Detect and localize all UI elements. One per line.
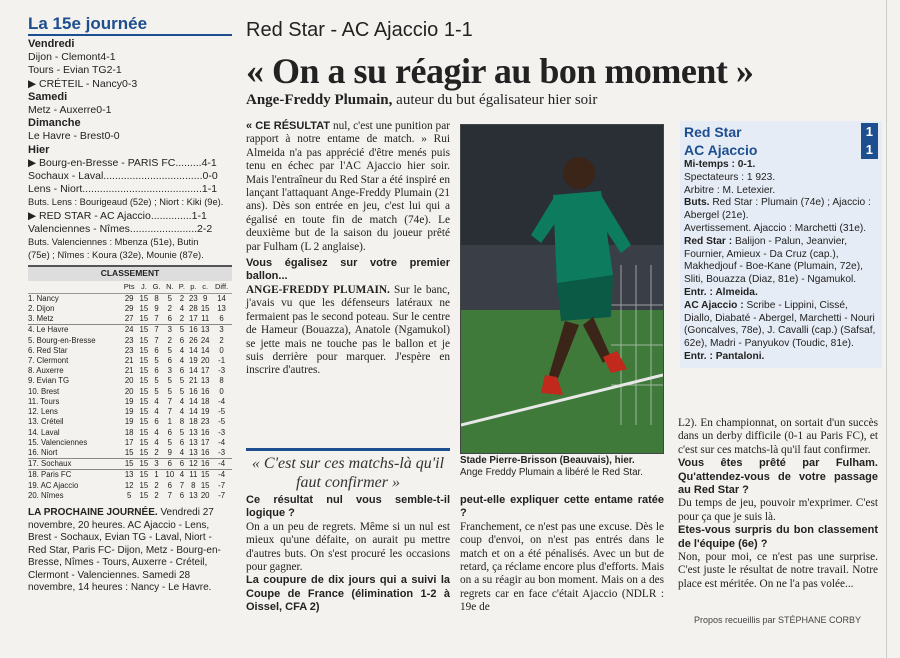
standings-cell: -3 <box>218 366 226 376</box>
standings-cell: 13 <box>217 304 226 314</box>
standings-cell: 2 <box>154 447 159 457</box>
standings-header: Pts <box>120 281 138 294</box>
standings-cell: 21 <box>188 376 198 386</box>
article-column-1-bottom: Ce résultat nul vous semble-t-il logique ? On a un peu de regrets. Même si un nul est mieux qu'une défaite, on aurait pu mettre d'autres buts. On s'est procuré les occasions pour gagner. La coupure de dix jours qui a suivi la Coupe de France (élimination 1-2 à Oissel, CFA 2) <box>246 494 450 614</box>
score-red-star: 1 <box>861 123 878 141</box>
standings-cell: 29 <box>124 293 134 303</box>
standings-cell: 7 <box>154 335 159 345</box>
standings-cell: 18 <box>200 396 210 406</box>
player-photo <box>460 124 664 454</box>
standings-cell: 5 <box>167 376 172 386</box>
standings-cell: 6 <box>167 427 172 437</box>
standings-team: 2. Dijon <box>28 304 55 314</box>
team-red-star: Red Star 1 <box>684 123 878 141</box>
table-row <box>28 470 232 481</box>
standings-cell: -3 <box>218 427 226 437</box>
standings-cell: 23 <box>124 335 134 345</box>
standings-cell: -4 <box>218 396 226 406</box>
standings-cell: 6 <box>179 366 185 376</box>
standings-cell: 20 <box>200 490 210 500</box>
standings-team: 12. Lens <box>28 407 58 417</box>
standings-cell: 15 <box>139 356 149 366</box>
standings-cell: 2 <box>219 335 224 345</box>
standings-cell: 2 <box>167 335 172 345</box>
standings-cell: 26 <box>188 335 198 345</box>
standings-team: 18. Paris FC <box>28 470 120 481</box>
standings-cell: 15 <box>139 447 149 457</box>
standings-team: 19. AC Ajaccio <box>28 480 79 490</box>
table-row <box>28 314 232 325</box>
standings-cell: 13 <box>188 427 198 437</box>
standings-title: CLASSEMENT <box>28 267 232 280</box>
standings-team: 17. Sochaux <box>28 459 120 470</box>
table-row <box>28 325 232 336</box>
standings-cell: 5 <box>154 386 159 396</box>
standings-cell: 0 <box>219 345 224 355</box>
standings-cell: 13 <box>200 376 210 386</box>
standings-cell: 16 <box>200 386 210 396</box>
standings-cell: 15 <box>139 335 149 345</box>
standings-cell: -7 <box>218 480 226 490</box>
standings-team: 3. Metz <box>28 314 54 324</box>
standings-team: 10. Brest <box>28 386 60 396</box>
table-row <box>28 346 232 356</box>
standings-cell: 17 <box>200 366 210 376</box>
standings-cell: 2 <box>179 293 185 303</box>
standings-header: p. <box>187 281 199 294</box>
table-row <box>28 481 232 491</box>
standings-cell: 15 <box>139 490 149 500</box>
article-column-1: « CE RÉSULTAT nul, c'est une punition par rapport à notre entame de match. » Rui Almeida n'a pas apprécié d'être menés puis tenu en échec par l'AC Ajaccio hier soir. Mais l'entraîneur du Red Star a été inspiré en lançant l'attaquant Ange-Freddy Plumain (21 ans). Dès son entrée en jeu, c'est lui qui a égalisé en toute fin de match (74e). Le deuxième but de la saison du joueur prêté par Fulham (L 2 anglaise). Vous égalisez sur votre premier ballon... ANGE-FREDDY PLUMAIN. Sur le banc, j'avais vu que les défenseurs latéraux ne fermaient pas le second poteau. Sur le centre de Hameur (Bouazza), Anatole (Ngamukol) se jette mais ne touche pas le ballon et je suis derrière pour marquer. J'espère en inscrire d'autres. <box>246 120 451 377</box>
standings-cell: 7 <box>150 325 164 336</box>
day-dimanche: Dimanche Le Havre - Brest0-0 <box>28 117 120 143</box>
standings-cell: 8 <box>191 480 196 490</box>
standings-cell: 6 <box>167 480 172 490</box>
standings-cell: 6 <box>154 366 159 376</box>
standings-cell: 16 <box>188 325 198 335</box>
standings-cell: 23 <box>188 293 198 303</box>
standings-cell: 19 <box>200 407 210 417</box>
standings-cell: 15 <box>139 396 149 406</box>
standings-cell: 16 <box>188 386 198 396</box>
standings-cell: 15 <box>120 459 138 470</box>
standings-cell: 4 <box>154 427 159 437</box>
standings-cell: 5 <box>167 293 172 303</box>
photo-caption: Stade Pierre-Brisson (Beauvais), hier. Ange Freddy Plumain a libéré le Red Star. <box>460 455 643 478</box>
standings-cell: 6 <box>154 345 159 355</box>
standings-header: c. <box>199 281 211 294</box>
standings-cell: 0 <box>219 386 224 396</box>
table-row <box>28 491 232 501</box>
standings-cell: 23 <box>124 345 134 355</box>
standings-cell: 19 <box>124 407 134 417</box>
standings-team: 1. Nancy <box>28 293 59 303</box>
standings-cell: 15 <box>139 470 149 480</box>
standings-cell: 7 <box>167 490 172 500</box>
table-row <box>28 417 232 427</box>
standings-cell: 23 <box>200 417 210 427</box>
standings-cell: 13 <box>200 325 210 335</box>
standings-cell: 16 <box>200 427 210 437</box>
standings-cell: 4 <box>176 470 187 481</box>
standings-cell: 14 <box>188 407 198 417</box>
standings-cell: 10 <box>163 470 176 481</box>
standings-cell: 5 <box>167 437 172 447</box>
standings-team: 6. Red Star <box>28 345 68 355</box>
adjacent-column-edge <box>886 0 900 658</box>
standings-header: G. <box>150 281 164 294</box>
standings-cell: 21 <box>124 366 134 376</box>
standings-cell: 16 <box>200 459 210 469</box>
team-ac-ajaccio: AC Ajaccio 1 <box>684 141 878 159</box>
standings-cell: -5 <box>218 407 226 417</box>
standings-cell: -4 <box>211 470 232 481</box>
article-column-2-bottom: peut-elle expliquer cette entame ratée ? Franchement, ce n'est pas une excuse. Dès le coup d'envoi, on n'est pas entrés dans le match et on a été pénalisés. Avec un but de retard, ça réclame encore plus d'efforts. Mais on a su réagir au bon moment. Mais on a des regrets car en face c'était Ajaccio (NDLR : 19e de <box>460 494 664 614</box>
standings-cell: 8 <box>219 376 224 386</box>
next-round: LA PROCHAINE JOURNÉE. Vendredi 27 novembre, 20 heures. AC Ajaccio - Lens, Brest - Sochaux, Evian TG - Laval, Niort - Red Star, Paris FC- Dijon, Metz - Bourg-en-Bresse, Nîmes - Tours, Auxerre - Créteil, Clermont - Valenciennes. Samedi 28 novembre, 14 heures : Nancy - Le Havre. <box>28 506 221 594</box>
standings-cell: 6 <box>154 417 159 427</box>
standings-cell: 5 <box>176 325 187 336</box>
standings-team: 9. Evian TG <box>28 376 70 386</box>
standings-cell: 6 <box>167 314 172 324</box>
standings-cell: 8 <box>179 417 185 427</box>
standings-header: J. <box>138 281 150 294</box>
standings-cell: 2 <box>167 304 172 314</box>
standings-team: 7. Clermont <box>28 356 69 366</box>
standings-cell: 12 <box>124 480 134 490</box>
standings-cell: 21 <box>124 356 134 366</box>
standings-cell: 3 <box>163 325 176 336</box>
standings-cell: 6 <box>179 335 185 345</box>
standings-cell: 14 <box>188 366 198 376</box>
standings-cell: 15 <box>139 437 149 447</box>
day-vendredi: Vendredi Dijon - Clemont4-1 Tours - Evian TG2-1 ▶ CRÉTEIL - Nancy0-3 <box>28 38 138 90</box>
standings-cell: 15 <box>139 386 149 396</box>
standings-cell: 13 <box>120 470 138 481</box>
table-row <box>28 428 232 438</box>
standings-team: 16. Niort <box>28 447 58 457</box>
standings-cell: 24 <box>200 335 210 345</box>
standings-cell: 9 <box>203 293 208 303</box>
standings-cell: 7 <box>154 314 159 324</box>
match-sheet: Red Star 1 AC Ajaccio 1 Mi-temps : 0-1. Spectateurs : 1 923. Arbitre : M. Letexier. Buts. Red Star : Plumain (74e) ; Ajaccio : Abergel (21e). Avertissement. Ajaccio : Marchetti (31e). Red Star : Balijon - Palun, Jeanvier, Fournier, Amieux - Da Cruz (cap.), Makhedjouf - Boe-Kane (Plumain, 72e), Sliti, Bouazza (Diaz, 81e) - Ngamukol. Entr. : Almeida. AC Ajaccio : Scribe - Lippini, Cissé, Diallo, Diabaté - Abergel, Marchetti - Nouri (Goncalves, 78e), J. Cavalli (cap.) (Safsaf, 62e), Madri - Panyukov (Toudic, 81e). Entr. : Pantaloni. <box>680 121 882 368</box>
standings-cell: 15 <box>200 480 210 490</box>
standings-cell: 15 <box>139 293 149 303</box>
standings-cell: 28 <box>188 304 198 314</box>
standings-team: 11. Tours <box>28 396 60 406</box>
standings-cell: 6 <box>167 356 172 366</box>
table-row <box>28 407 232 417</box>
table-row <box>28 366 232 376</box>
standings-cell: 15 <box>200 304 210 314</box>
table-row <box>28 304 232 314</box>
article-column-3: L2). En championnat, on sortait d'un succès dans un derby difficile (0-1 au Paris FC), et c'est sur ces matchs-là qu'il faut confirmer. Vous êtes prêté par Fulham. Qu'attendez-vous de votre passage au Red Star ? Du temps de jeu, pouvoir m'exprimer. C'est pour ça que je suis là. Etes-vous surpris du bon classement de l'équipe (6e) ? Non, pour moi, ce n'est pas une surprise. C'est juste le résultat de notre travail. Notre place est méritée. On ne l'a pas volée... <box>678 417 878 590</box>
standings-team: 8. Auxerre <box>28 366 64 376</box>
standings-cell: 9 <box>167 447 172 457</box>
standings-cell: 15 <box>139 459 149 469</box>
standings-cell: 4 <box>179 356 185 366</box>
standings-team: 13. Créteil <box>28 417 64 427</box>
standings-cell: 15 <box>139 417 149 427</box>
standings-cell: 14 <box>200 345 210 355</box>
standings-cell: 4 <box>179 304 185 314</box>
standings-cell: 6 <box>219 314 224 324</box>
table-row <box>28 293 232 304</box>
standings-cell: 17 <box>188 314 198 324</box>
standings-cell: 24 <box>120 325 138 336</box>
standings-cell: 14 <box>188 396 198 406</box>
standings-cell: 4 <box>179 407 185 417</box>
standings-cell: 6 <box>176 459 187 470</box>
standings-cell: 1 <box>150 470 164 481</box>
standings-cell: 15 <box>139 376 149 386</box>
standings-cell: 13 <box>188 437 198 447</box>
standings-cell: -5 <box>218 417 226 427</box>
standings-cell: 16 <box>200 447 210 457</box>
standings-cell: 1 <box>167 417 172 427</box>
standings-cell: 20 <box>200 356 210 366</box>
team-header <box>28 281 120 294</box>
standings-cell: 5 <box>167 345 172 355</box>
table-row <box>28 356 232 366</box>
standings-cell: 7 <box>179 480 185 490</box>
byline-credit: Propos recueillis par STÉPHANE CORBY <box>694 615 862 625</box>
standings-cell: 7 <box>167 407 172 417</box>
score-ajaccio: 1 <box>861 141 878 159</box>
day-hier: Hier ▶ Bourg-en-Bresse - PARIS FC.........4-1 Sochaux - Laval..................................0-0 Lens - Niort.........................................1-1 Buts. Lens : Bourigeaud (52e) ; Niort : Kiki (9e). ▶ RED STAR - AC Ajaccio..............1-1 Valenciennes - Nîmes.......................2-2 Buts. Valenciennes : Mbenza (51e), Butin (75e) ; Nîmes : Koura (32e), Mounie (87e). <box>28 143 224 261</box>
journee-title: La 15e journée <box>28 14 232 36</box>
standings-cell: 9 <box>154 304 159 314</box>
standings-cell: 27 <box>124 314 134 324</box>
standings-cell: 13 <box>188 490 198 500</box>
table-row <box>28 387 232 397</box>
standings-cell: 17 <box>200 437 210 447</box>
table-row <box>28 448 232 459</box>
standings-cell: 29 <box>124 304 134 314</box>
standings-cell: 4 <box>179 447 185 457</box>
standings-header: N. <box>163 281 176 294</box>
standings-cell: 2 <box>154 490 159 500</box>
standings-cell: 5 <box>154 376 159 386</box>
standings-cell: 15 <box>200 470 210 480</box>
table-row <box>28 438 232 448</box>
standings-cell: 4 <box>179 345 185 355</box>
standings-team: 5. Bourg-en-Bresse <box>28 335 96 345</box>
standings-cell: -3 <box>218 447 226 457</box>
standings-cell: 8 <box>154 293 159 303</box>
standings-cell: 15 <box>139 366 149 376</box>
standings-cell: 5 <box>126 490 132 500</box>
standings-team: 20. Nîmes <box>28 490 64 500</box>
standings-cell: 5 <box>179 427 185 437</box>
standings-team: 15. Valenciennes <box>28 437 88 447</box>
results-column <box>28 14 232 595</box>
standings-cell: 15 <box>139 345 149 355</box>
standings-cell: 18 <box>124 427 134 437</box>
standings-cell: 15 <box>139 407 149 417</box>
standings-header: P. <box>176 281 187 294</box>
standings-cell: 3 <box>211 325 232 336</box>
standings-cell: 11 <box>201 314 210 324</box>
headline: « On a su réagir au bon moment » <box>246 51 754 91</box>
standings-cell: 13 <box>188 447 198 457</box>
standings-table <box>28 265 232 500</box>
standings-cell: 4 <box>154 407 159 417</box>
standings-header: Diff. <box>211 281 232 294</box>
standings-team: 14. Laval <box>28 427 60 437</box>
standings-cell: 5 <box>179 376 185 386</box>
standings-cell: 4 <box>154 437 159 447</box>
standings-cell: 19 <box>124 417 134 427</box>
standings-cell: 4 <box>179 396 185 406</box>
standings-cell: 6 <box>163 459 176 470</box>
standings-cell: 3 <box>150 459 164 470</box>
standings-cell: 2 <box>179 314 185 324</box>
table-row <box>28 376 232 386</box>
standings-cell: 6 <box>179 490 185 500</box>
standings-cell: 15 <box>124 447 134 457</box>
standings-cell: 17 <box>124 437 134 447</box>
standings-cell: 15 <box>139 480 149 490</box>
standings-cell: 7 <box>167 396 172 406</box>
standings-cell: 14 <box>188 345 198 355</box>
standings-cell: 15 <box>139 304 149 314</box>
standings-cell: -1 <box>218 356 226 366</box>
table-row <box>28 336 232 346</box>
standings-cell: 19 <box>124 396 134 406</box>
standings-cell: 20 <box>124 386 134 396</box>
standings-cell: 11 <box>189 470 198 480</box>
standings-cell: 19 <box>188 356 198 366</box>
standings-cell: 5 <box>167 386 172 396</box>
standings-cell: 5 <box>154 356 159 366</box>
standings-cell: -4 <box>218 437 226 447</box>
standings-cell: 20 <box>124 376 134 386</box>
standings-cell: 15 <box>139 314 149 324</box>
standings-cell: 3 <box>167 366 172 376</box>
standings-cell: 5 <box>179 386 185 396</box>
table-row <box>28 459 232 470</box>
standings-cell: 14 <box>217 293 226 303</box>
standings-cell: 15 <box>139 427 149 437</box>
pull-quote: « C'est sur ces matchs-là qu'il faut confirmer » <box>246 448 450 492</box>
subheadline: Ange-Freddy Plumain, auteur du but égalisateur hier soir <box>246 92 598 108</box>
standings-cell: 4 <box>154 396 159 406</box>
match-kicker: Red Star - AC Ajaccio 1-1 <box>246 19 473 41</box>
standings-cell: 18 <box>188 417 198 427</box>
standings-cell: -7 <box>218 490 226 500</box>
standings-cell: 15 <box>139 325 149 335</box>
standings-cell: 6 <box>179 437 185 447</box>
standings-team: 4. Le Havre <box>28 325 120 336</box>
table-row <box>28 397 232 407</box>
standings-cell: -4 <box>211 459 232 470</box>
day-samedi: Samedi Metz - Auxerre0-1 <box>28 90 112 117</box>
standings-cell: 12 <box>188 459 198 469</box>
standings-cell: 2 <box>154 480 159 490</box>
